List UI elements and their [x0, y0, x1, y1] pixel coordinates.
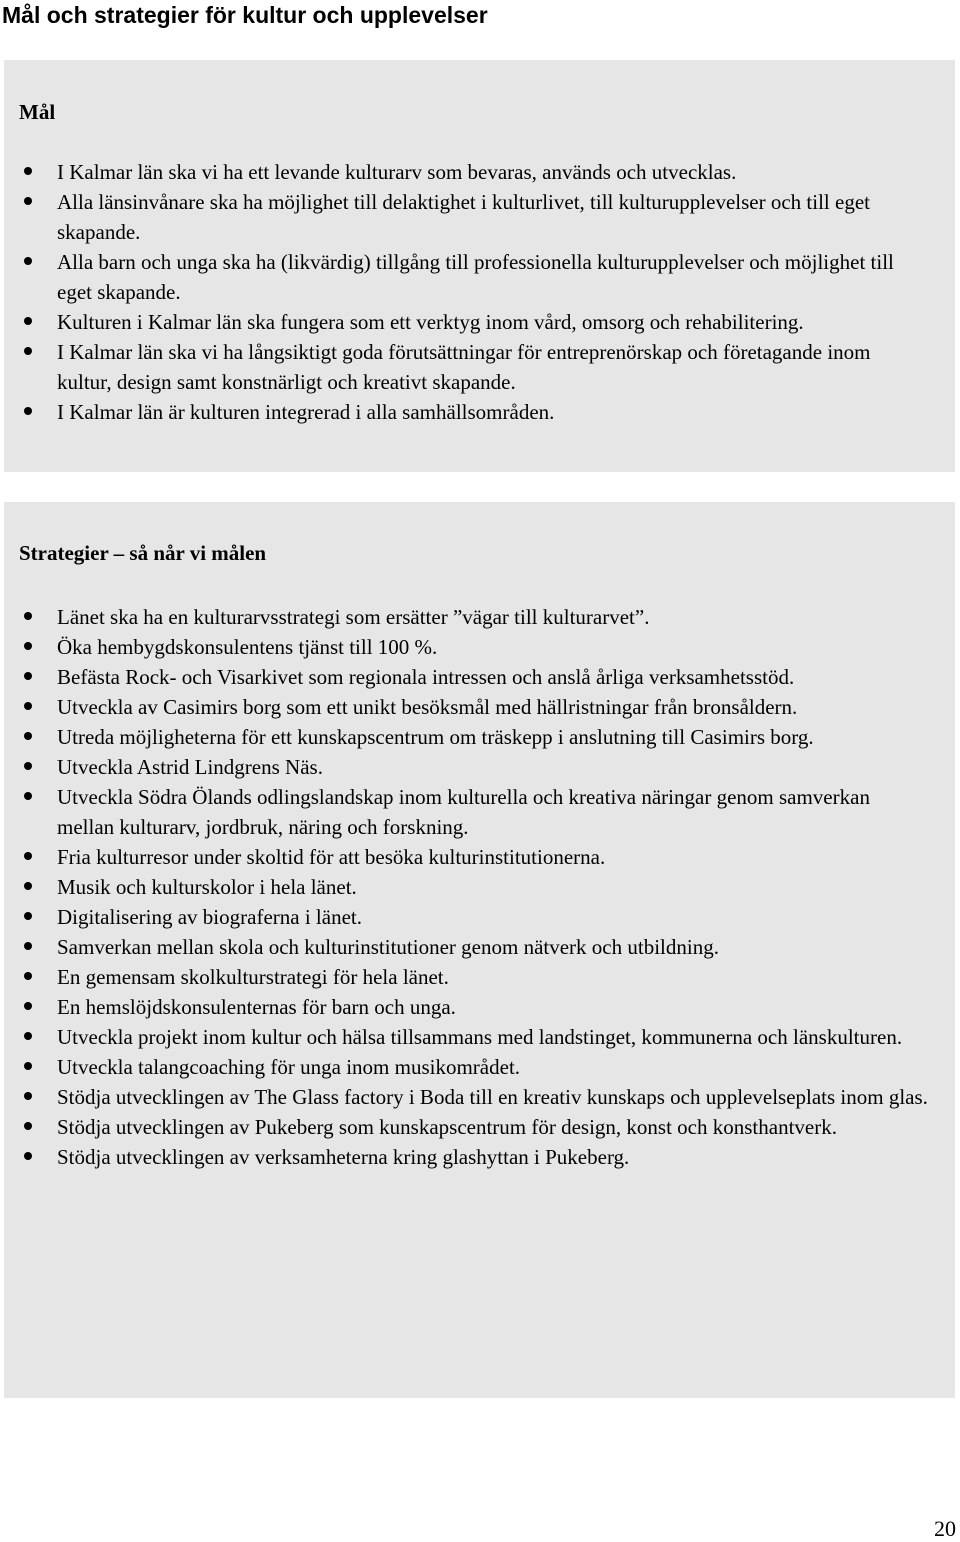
goals-heading: Mål: [19, 100, 56, 124]
bullet-dot-icon: [24, 167, 32, 175]
goal-item: [4, 247, 929, 307]
bullet-dot-icon: [24, 257, 32, 265]
strategy-item-text: Utveckla Astrid Lindgrens Näs.: [57, 755, 323, 779]
bullet-dot-icon: [24, 852, 32, 860]
goal-item: [4, 187, 929, 247]
bullet-dot-icon: [24, 972, 32, 980]
strategy-item: [4, 782, 929, 842]
bullet-dot-icon: [24, 732, 32, 740]
bullet-dot-icon: [24, 1002, 32, 1010]
strategy-item: [4, 872, 929, 902]
bullet-dot-icon: [24, 317, 32, 325]
strategy-item-text: Utveckla projekt inom kultur och hälsa tillsammans med landstinget, kommunerna och länskulturen.: [57, 1025, 903, 1049]
bullet-dot-icon: [24, 1062, 32, 1070]
strategy-item-text: Utveckla av Casimirs borg som ett unikt besöksmål med hällristningar från bronsåldern.: [57, 695, 798, 719]
bullet-dot-icon: [24, 912, 32, 920]
strategy-item: [4, 932, 929, 962]
goal-item-text: Alla barn och unga ska ha (likvärdig) tillgång till professionella kulturupplevelser och möjlighet till eget skapande.: [57, 250, 894, 304]
strategy-item: [4, 1112, 929, 1142]
bullet-dot-icon: [24, 1032, 32, 1040]
strategy-item: [4, 662, 929, 692]
strategies-heading: Strategier – så når vi målen: [19, 541, 267, 565]
bullet-dot-icon: [24, 882, 32, 890]
strategy-item: [4, 902, 929, 932]
bullet-dot-icon: [24, 672, 32, 680]
goal-item: [4, 307, 929, 337]
strategy-item-text: Fria kulturresor under skoltid för att besöka kulturinstitutionerna.: [57, 845, 606, 869]
strategy-item-text: Musik och kulturskolor i hela länet.: [57, 875, 357, 899]
strategy-item-text: En hemslöjdskonsulenternas för barn och unga.: [57, 995, 456, 1019]
goal-item: [4, 337, 929, 397]
strategy-item-text: Stödja utvecklingen av verksamheterna kring glashyttan i Pukeberg.: [57, 1145, 630, 1169]
bullet-dot-icon: [24, 612, 32, 620]
strategy-item-text: Utveckla talangcoaching för unga inom musikområdet.: [57, 1055, 521, 1079]
strategy-item-text: Stödja utvecklingen av The Glass factory i Boda till en kreativ kunskaps och upplevelseplats inom glas.: [57, 1085, 928, 1109]
page-number: 20: [934, 1516, 956, 1541]
strategy-item: [4, 1082, 929, 1112]
strategy-item-text: Stödja utvecklingen av Pukeberg som kunskapscentrum för design, konst och konsthantverk.: [57, 1115, 837, 1139]
goal-item: [4, 157, 929, 187]
strategies-list: [4, 602, 929, 1172]
strategy-item-text: Utreda möjligheterna för ett kunskapscentrum om träskepp i anslutning till Casimirs borg.: [57, 725, 814, 749]
goal-item-text: Kulturen i Kalmar län ska fungera som ett verktyg inom vård, omsorg och rehabilitering.: [57, 310, 804, 334]
bullet-dot-icon: [24, 942, 32, 950]
strategy-item-text: Länet ska ha en kulturarvsstrategi som ersätter ”vägar till kulturarvet”.: [57, 605, 650, 629]
goal-item-text: I Kalmar län ska vi ha ett levande kulturarv som bevaras, används och utvecklas.: [57, 160, 737, 184]
strategy-item: [4, 842, 929, 872]
strategy-item: [4, 692, 929, 722]
page-title: Mål och strategier för kultur och upplevelser: [2, 2, 488, 28]
strategy-item: [4, 1142, 929, 1172]
strategy-item-text: En gemensam skolkulturstrategi för hela länet.: [57, 965, 449, 989]
strategy-item: [4, 992, 929, 1022]
goals-list: [4, 157, 929, 427]
strategy-item: [4, 1052, 929, 1082]
goal-item: [4, 397, 929, 427]
strategy-item: [4, 632, 929, 662]
strategy-item: [4, 602, 929, 632]
bullet-dot-icon: [24, 347, 32, 355]
goal-item-text: I Kalmar län är kulturen integrerad i alla samhällsområden.: [57, 400, 555, 424]
bullet-dot-icon: [24, 642, 32, 650]
bullet-dot-icon: [24, 1092, 32, 1100]
strategy-item-text: Digitalisering av biograferna i länet.: [57, 905, 362, 929]
bullet-dot-icon: [24, 1122, 32, 1130]
strategies-box: [4, 502, 955, 1398]
goal-item-text: Alla länsinvånare ska ha möjlighet till delaktighet i kulturlivet, till kulturupplevelser och till eget skapande.: [57, 190, 870, 244]
strategy-item: [4, 752, 929, 782]
goal-item-text: I Kalmar län ska vi ha långsiktigt goda förutsättningar för entreprenörskap och företagande inom kultur, design samt konstnärligt och kreativt skapande.: [57, 340, 871, 394]
bullet-dot-icon: [24, 1152, 32, 1160]
strategy-item-text: Befästa Rock- och Visarkivet som regionala intressen och anslå årliga verksamhetsstöd.: [57, 665, 795, 689]
strategy-item: [4, 962, 929, 992]
goals-box: [4, 60, 955, 472]
bullet-dot-icon: [24, 762, 32, 770]
strategy-item: [4, 722, 929, 752]
bullet-dot-icon: [24, 197, 32, 205]
bullet-dot-icon: [24, 407, 32, 415]
strategy-item: [4, 1022, 929, 1052]
strategy-item-text: Samverkan mellan skola och kulturinstitutioner genom nätverk och utbildning.: [57, 935, 719, 959]
strategy-item-text: Utveckla Södra Ölands odlingslandskap inom kulturella och kreativa näringar genom samverkan mellan kulturarv, jordbruk, näring och forskning.: [57, 785, 870, 839]
strategy-item-text: Öka hembygdskonsulentens tjänst till 100 %.: [57, 635, 438, 659]
bullet-dot-icon: [24, 792, 32, 800]
bullet-dot-icon: [24, 702, 32, 710]
